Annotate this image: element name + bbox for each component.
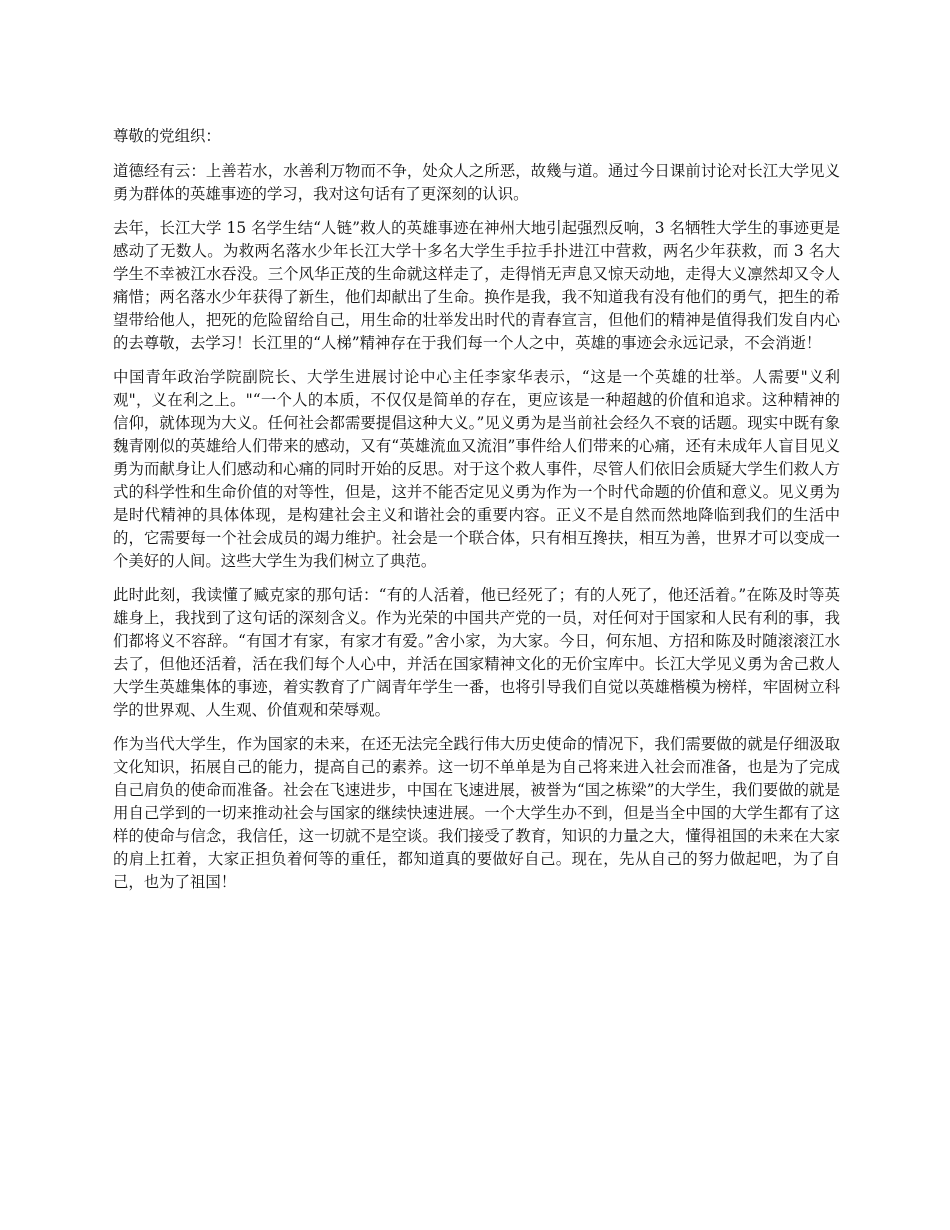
paragraph-1: 道德经有云：上善若水，水善利万物而不争，处众人之所恶，故幾与道。通过今日课前讨论对长江大学见义勇为群体的英雄事迹的学习，我对这句话有了更深刻的认识。 <box>113 162 840 203</box>
paragraph-2: 去年，长江大学 15 名学生结“人链”救人的英雄事迹在神州大地引起强烈反响，3 名牺牲大学生的事迹更是感动了无数人。为救两名落水少年长江大学十多名大学生手拉手扑进江中营救，两名少年获救，而 3 名大学生不幸被江水吞没。三个风华正茂的生命就这样走了，走得悄无声息又惊天动地，走得大义凛然却又令人痛惜；两名落水少年获得了新生，他们却献出了生命。换作是我，我不知道我有没有他们的勇气，把生的希望带给他人，把死的危险留给自己，用生命的壮举发出时代的青春宣言，但他们的精神是值得我们发自内心的去尊敬，去学习！长江里的“人梯”精神存在于我们每一个人之中，英雄的事迹会永远记录，不会消逝！ <box>113 219 840 352</box>
paragraph-3: 中国青年政治学院副院长、大学生进展讨论中心主任李家华表示，“这是一个英雄的壮举。人需要"义利观"，义在利之上。"“一个人的本质，不仅仅是简单的存在，更应该是一种超越的价值和追求。这种精神的信仰，就体现为大义。任何社会都需要提倡这种大义。”见义勇为是当前社会经久不衰的话题。现实中既有象魏青刚似的英雄给人们带来的感动，又有“英雄流血又流泪”事件给人们带来的心痛，还有未成年人盲目见义勇为而献身让人们感动和心痛的同时开始的反思。对于这个救人事件，尽管人们依旧会质疑大学生们救人方式的科学性和生命价值的对等性，但是，这并不能否定见义勇为作为一个时代命题的价值和意义。见义勇为是时代精神的具体体现，是构建社会主义和谐社会的重要内容。正义不是自然而然地降临到我们的生活中的，它需要每一个社会成员的竭力维护。社会是一个联合体，只有相互搀扶，相互为善，世界才可以变成一个美好的人间。这些大学生为我们树立了典范。 <box>113 368 840 570</box>
document-body <box>113 125 840 905</box>
paragraph-4: 此时此刻，我读懂了臧克家的那句话：“有的人活着，他已经死了；有的人死了，他还活着。”在陈及时等英雄身上，我找到了这句话的深刻含义。作为光荣的中国共产党的一员，对任何对于国家和人民有利的事，我们都将义不容辞。“有国才有家，有家才有爱。”舍小家，为大家。今日，何东旭、方招和陈及时随滚滚江水去了，但他还活着，活在我们每个人心中，并活在国家精神文化的无价宝库中。长江大学见义勇为舍己救人大学生英雄集体的事迹，着实教育了广阔青年学生一番，也将引导我们自觉以英雄楷模为榜样，牢固树立科学的世界观、人生观、价值观和荣辱观。 <box>113 586 840 719</box>
paragraph-5: 作为当代大学生，作为国家的未来，在还无法完全践行伟大历史使命的情况下，我们需要做的就是仔细汲取文化知识，拓展自己的能力，提高自己的素养。这一切不单单是为自己将来进入社会而准备，也是为了完成自己肩负的使命而准备。社会在飞速进步，中国在飞速进展，被誉为“国之栋梁”的大学生，我们要做的就是用自己学到的一切来推动社会与国家的继续快速进展。一个大学生办不到，但是当全中国的大学生都有了这样的使命与信念，我信任，这一切就不是空谈。我们接受了教育，知识的力量之大，懂得祖国的未来在大家的肩上扛着，大家正担负着何等的重任，都知道真的要做好自己。现在，先从自己的努力做起吧，为了自己，也为了祖国！ <box>113 735 840 891</box>
salutation: 尊敬的党组织： <box>113 127 221 145</box>
